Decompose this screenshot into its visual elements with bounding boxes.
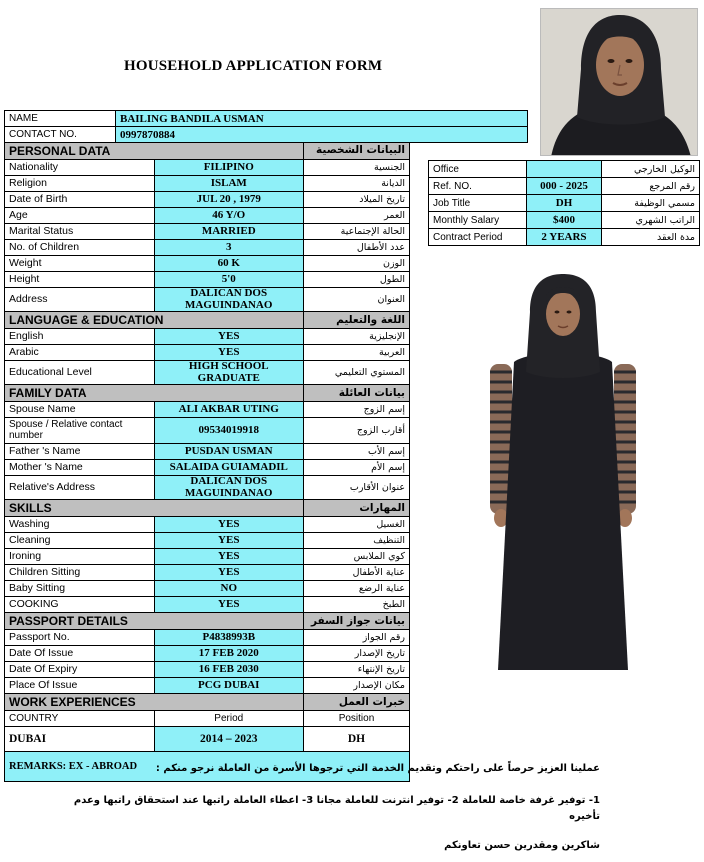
table-row — [5, 678, 410, 694]
field-label: Spouse Name — [5, 402, 155, 418]
work-row — [5, 727, 410, 752]
field-label-arabic: العربية — [304, 345, 410, 361]
field-label: Religion — [5, 176, 155, 192]
table-row — [5, 418, 410, 444]
work-header-row — [5, 711, 410, 727]
field-label: Date of Birth — [5, 192, 155, 208]
field-label-arabic: الديانة — [304, 176, 410, 192]
field-value: P4838993B — [154, 630, 304, 646]
office-label: Contract Period — [429, 229, 527, 246]
office-label: Monthly Salary — [429, 212, 527, 229]
field-value: 17 FEB 2020 — [154, 646, 304, 662]
field-label-arabic: تاريخ الإنتهاء — [304, 662, 410, 678]
table-row — [5, 581, 410, 597]
field-label: Passport No. — [5, 630, 155, 646]
table-row — [5, 224, 410, 240]
section-header-work — [5, 694, 410, 711]
footer-note-thanks: شاكرين ومقدرين حسن تعاونكم — [444, 840, 600, 851]
field-label-arabic: العنوان — [304, 288, 410, 312]
table-row — [429, 212, 700, 229]
table-row — [429, 229, 700, 246]
field-value: SALAIDA GUIAMADIL — [154, 460, 304, 476]
table-row — [429, 161, 700, 178]
name-value: BAILING BANDILA USMAN — [116, 111, 528, 127]
field-value: YES — [154, 329, 304, 345]
field-value: ISLAM — [154, 176, 304, 192]
table-row — [5, 240, 410, 256]
field-label-arabic: إسم الزوج — [304, 402, 410, 418]
field-label-arabic: المستوي التعليمي — [304, 361, 410, 385]
field-value: DALICAN DOS MAGUINDANAO — [154, 288, 304, 312]
field-label: Educational Level — [5, 361, 155, 385]
field-label: Height — [5, 272, 155, 288]
field-label: Marital Status — [5, 224, 155, 240]
field-value: ALI AKBAR UTING — [154, 402, 304, 418]
applicant-full-body-photo — [478, 272, 648, 674]
office-label: Ref. NO. — [429, 178, 527, 195]
footer-note-intro: عملينا العزيز حرصاً على راحتكم وتقديم الخدمة التي ترجوها الأسرة من العاملة نرجو منكم : — [155, 763, 600, 774]
field-label-arabic: عنوان الأقارب — [304, 476, 410, 500]
application-form-table — [4, 142, 410, 782]
field-value: YES — [154, 533, 304, 549]
section-header-skills — [5, 500, 410, 517]
section-title-arabic: اللغة والتعليم — [304, 312, 410, 329]
office-label: Office — [429, 161, 527, 178]
section-title-arabic: بيانات العائلة — [304, 385, 410, 402]
office-value: 000 - 2025 — [527, 178, 602, 195]
field-value: YES — [154, 517, 304, 533]
field-value: DALICAN DOS MAGUINDANAO — [154, 476, 304, 500]
office-label-arabic: الوكيل الخارجي — [602, 161, 700, 178]
section-title-arabic: خبرات العمل — [304, 694, 410, 711]
field-value: 09534019918 — [154, 418, 304, 444]
office-value: DH — [527, 195, 602, 212]
table-row — [5, 329, 410, 345]
field-label-arabic: تاريخ الإصدار — [304, 646, 410, 662]
section-title: SKILLS — [5, 500, 304, 517]
column-header-period: Period — [154, 711, 304, 727]
section-header-personal — [5, 143, 410, 160]
office-value: $400 — [527, 212, 602, 229]
field-value: 3 — [154, 240, 304, 256]
field-label-arabic: الجنسية — [304, 160, 410, 176]
field-label: Age — [5, 208, 155, 224]
section-title: WORK EXPERIENCES — [5, 694, 304, 711]
name-contact-table — [4, 110, 528, 143]
table-row — [5, 361, 410, 385]
field-label: Father 's Name — [5, 444, 155, 460]
table-row — [5, 192, 410, 208]
field-label: COOKING — [5, 597, 155, 613]
footer-note-requests: 1- توفير غرفة خاصة للعاملة 2- توفير انترنت للعاملة مجانا 3- اعطاء العاملة راتبها عند استحقاق راتبها وعدم تأخيره — [73, 795, 600, 822]
office-label-arabic: رقم المرجع — [602, 178, 700, 195]
field-value: YES — [154, 597, 304, 613]
column-header-country: COUNTRY — [5, 711, 155, 727]
table-row — [5, 597, 410, 613]
field-value: JUL 20 , 1979 — [154, 192, 304, 208]
field-label-arabic: عناية الأطفال — [304, 565, 410, 581]
field-label: Place Of Issue — [5, 678, 155, 694]
section-title-arabic: بيانات جواز السفر — [304, 613, 410, 630]
table-row — [5, 256, 410, 272]
name-label: NAME — [5, 111, 116, 127]
field-label-arabic: أقارب الزوج — [304, 418, 410, 444]
table-row — [5, 160, 410, 176]
field-value: MARRIED — [154, 224, 304, 240]
field-value: HIGH SCHOOL GRADUATE — [154, 361, 304, 385]
field-value: YES — [154, 549, 304, 565]
office-label-arabic: مدة العقد — [602, 229, 700, 246]
field-label: Weight — [5, 256, 155, 272]
table-row — [5, 565, 410, 581]
field-label: Baby Sitting — [5, 581, 155, 597]
field-label-arabic: الحالة الإجتماعية — [304, 224, 410, 240]
section-title-arabic: المهارات — [304, 500, 410, 517]
work-country: DUBAI — [5, 727, 155, 752]
field-label-arabic: مكان الإصدار — [304, 678, 410, 694]
section-header-language — [5, 312, 410, 329]
table-row — [5, 517, 410, 533]
table-row — [5, 630, 410, 646]
column-header-position: Position — [304, 711, 410, 727]
table-row — [5, 176, 410, 192]
field-label: Nationality — [5, 160, 155, 176]
section-header-family — [5, 385, 410, 402]
field-value: PUSDAN USMAN — [154, 444, 304, 460]
field-label-arabic: الطول — [304, 272, 410, 288]
field-value: YES — [154, 345, 304, 361]
field-value: 60 K — [154, 256, 304, 272]
section-header-passport — [5, 613, 410, 630]
table-row — [5, 646, 410, 662]
section-title: PERSONAL DATA — [5, 143, 304, 160]
table-row — [5, 402, 410, 418]
field-label-arabic: الإنجليزية — [304, 329, 410, 345]
section-title: LANGUAGE & EDUCATION — [5, 312, 304, 329]
table-row — [5, 476, 410, 500]
office-value: 2 YEARS — [527, 229, 602, 246]
office-label-arabic: مسمي الوظيفة — [602, 195, 700, 212]
office-label-arabic: الراتب الشهري — [602, 212, 700, 229]
field-label: Cleaning — [5, 533, 155, 549]
table-row — [429, 178, 700, 195]
table-row — [5, 345, 410, 361]
field-label: Children Sitting — [5, 565, 155, 581]
field-value: FILIPINO — [154, 160, 304, 176]
contact-label: CONTACT NO. — [5, 127, 116, 143]
remarks-text: REMARKS: EX - ABROAD — [5, 752, 410, 782]
table-row — [5, 288, 410, 312]
table-row — [5, 208, 410, 224]
field-label: Date Of Issue — [5, 646, 155, 662]
field-label-arabic: رقم الجواز — [304, 630, 410, 646]
table-row — [5, 533, 410, 549]
field-label-arabic: إسم الأم — [304, 460, 410, 476]
field-value: 46 Y/O — [154, 208, 304, 224]
table-row — [5, 549, 410, 565]
field-value: YES — [154, 565, 304, 581]
contact-value: 0997870884 — [116, 127, 528, 143]
field-value: 16 FEB 2030 — [154, 662, 304, 678]
table-row — [5, 444, 410, 460]
field-label-arabic: كوي الملابس — [304, 549, 410, 565]
field-label-arabic: عدد الأطفال — [304, 240, 410, 256]
work-position: DH — [304, 727, 410, 752]
office-value — [527, 161, 602, 178]
office-details-table — [428, 160, 700, 246]
field-label: No. of Children — [5, 240, 155, 256]
field-label-arabic: التنظيف — [304, 533, 410, 549]
field-label: Mother 's Name — [5, 460, 155, 476]
applicant-headshot — [540, 8, 698, 156]
field-label: Ironing — [5, 549, 155, 565]
table-row — [5, 272, 410, 288]
field-label: English — [5, 329, 155, 345]
office-label: Job Title — [429, 195, 527, 212]
table-row — [429, 195, 700, 212]
field-label-arabic: الوزن — [304, 256, 410, 272]
form-title: HOUSEHOLD APPLICATION FORM — [124, 58, 383, 74]
table-row — [5, 460, 410, 476]
field-value: PCG DUBAI — [154, 678, 304, 694]
work-period: 2014 – 2023 — [154, 727, 304, 752]
field-label-arabic: الطبخ — [304, 597, 410, 613]
section-title: FAMILY DATA — [5, 385, 304, 402]
field-label-arabic: الغسيل — [304, 517, 410, 533]
field-label: Address — [5, 288, 155, 312]
field-label-arabic: عناية الرضع — [304, 581, 410, 597]
field-value: 5'0 — [154, 272, 304, 288]
section-title: PASSPORT DETAILS — [5, 613, 304, 630]
field-label-arabic: العمر — [304, 208, 410, 224]
field-label-arabic: تاريخ الميلاد — [304, 192, 410, 208]
table-row — [5, 662, 410, 678]
field-label: Spouse / Relative contact number — [5, 418, 155, 444]
field-label-arabic: إسم الأب — [304, 444, 410, 460]
field-label: Arabic — [5, 345, 155, 361]
field-label: Date Of Expiry — [5, 662, 155, 678]
field-label: Relative's Address — [5, 476, 155, 500]
field-label: Washing — [5, 517, 155, 533]
section-title-arabic: البيانات الشخصية — [304, 143, 410, 160]
field-value: NO — [154, 581, 304, 597]
